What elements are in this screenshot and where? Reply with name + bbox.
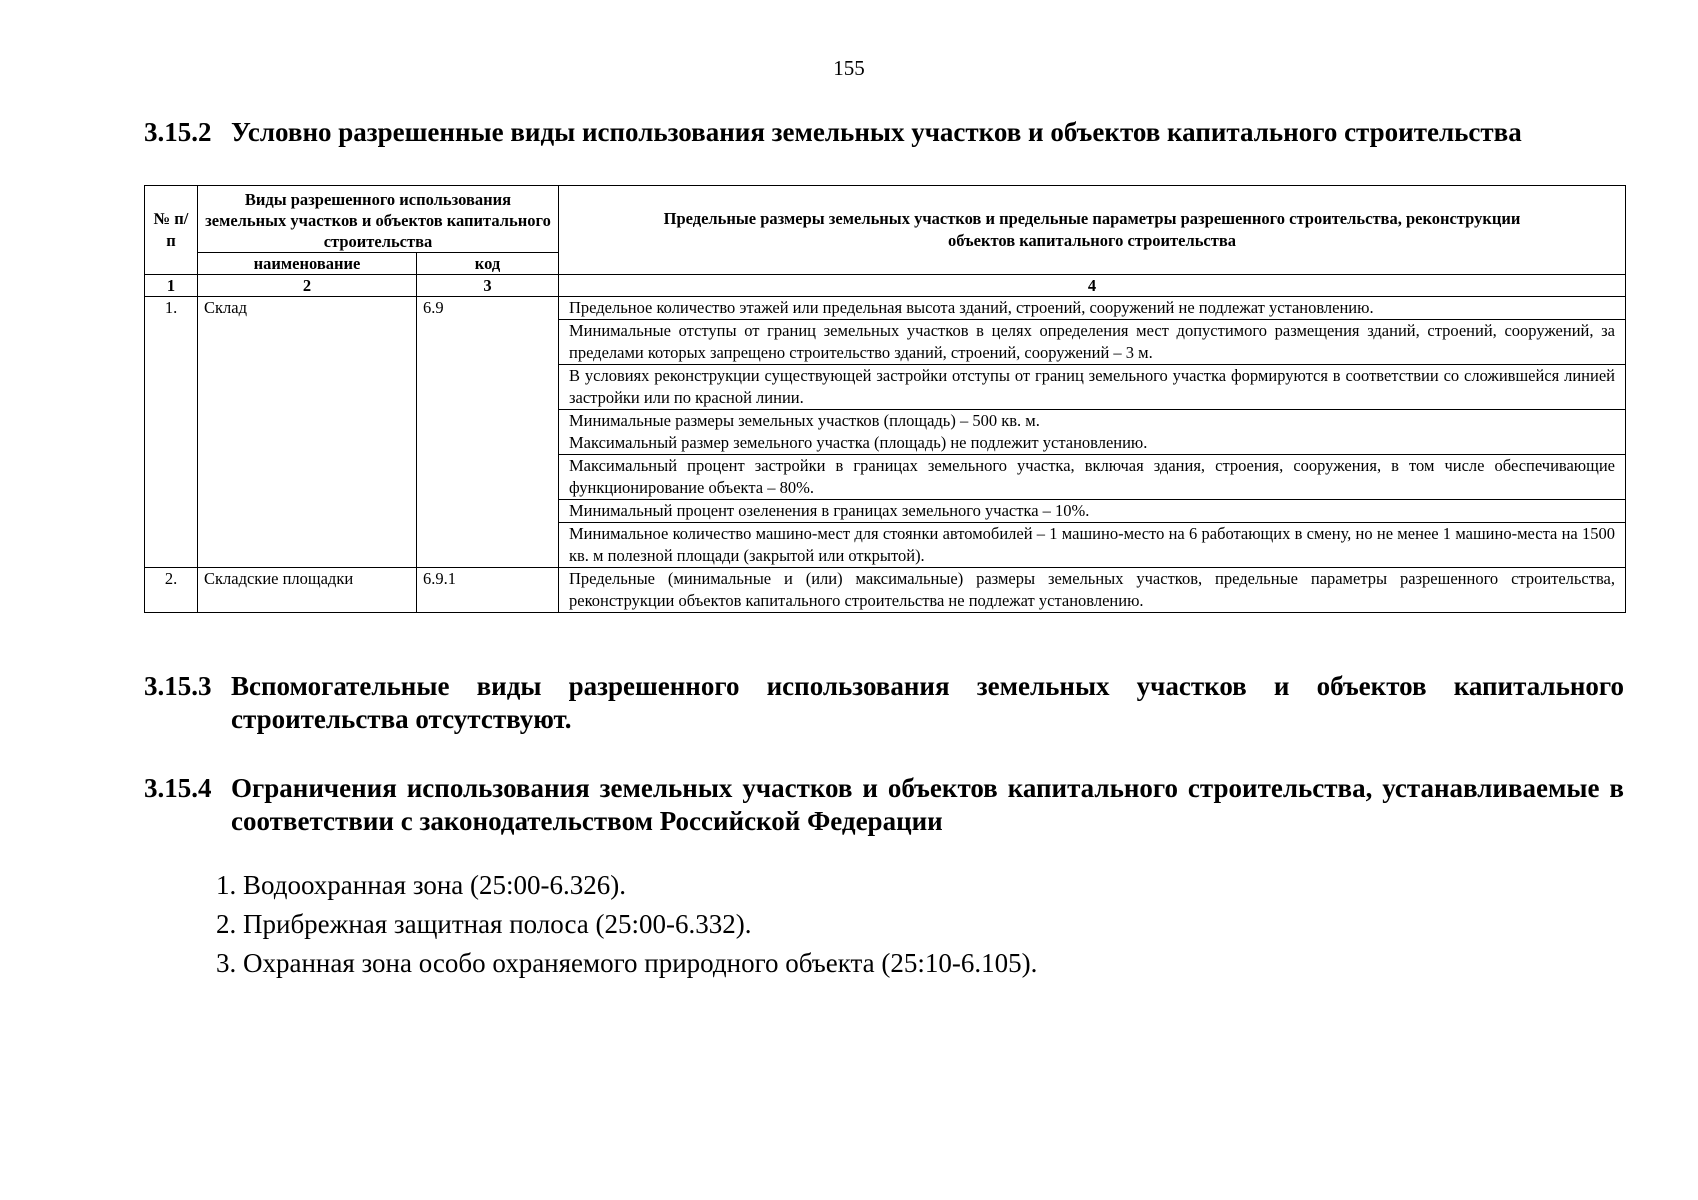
- param-cell: [559, 320, 1626, 365]
- list-item: 1. Водоохранная зона (25:00-6.326).: [216, 870, 626, 900]
- permitted-use-table: [144, 185, 1626, 613]
- param-cell: [559, 455, 1626, 500]
- header-num: № п/п: [145, 186, 198, 275]
- use-code: 6.9.1: [417, 568, 559, 613]
- param-cell: [559, 500, 1626, 523]
- param-cell: [559, 365, 1626, 410]
- section-title: Условно разрешенные виды использования земельных участков и объектов капитального строительства: [231, 117, 1522, 147]
- param-cell: [559, 410, 1626, 455]
- section-number: 3.15.2: [144, 117, 212, 147]
- list-item: 3. Охранная зона особо охраняемого природного объекта (25:10-6.105).: [216, 948, 1038, 978]
- section-number: 3.15.3: [144, 671, 212, 701]
- use-code: 6.9: [417, 297, 559, 568]
- table-row: [145, 297, 1626, 320]
- param-cell: [559, 297, 1626, 320]
- column-numbers-row: [145, 275, 1626, 297]
- col-number: 1: [145, 275, 198, 297]
- section-heading-3-15-4: [144, 772, 1624, 838]
- param-text: Предельное количество этажей или предельная высота зданий, строений, сооружений не подлежат установлению.: [569, 298, 1374, 317]
- col-number: 4: [559, 275, 1626, 297]
- param-text: Минимальные отступы от границ земельных участков в целях определения мест допустимого размещения зданий, строений, сооружений, за пределами которых запрещено строительство зданий, строений, сооружений – 3 м.: [569, 321, 1615, 362]
- param-text: Предельные (минимальные и (или) максимальные) размеры земельных участков, предельные параметры разрешенного строительства, реконструкции объектов капитального строительства не подлежат установлению.: [569, 569, 1615, 610]
- use-name: Склад: [198, 297, 417, 568]
- use-name: Складские площадки: [198, 568, 417, 613]
- header-code: код: [417, 253, 559, 275]
- table-row: [145, 568, 1626, 613]
- section-heading-3-15-2: [144, 116, 1624, 149]
- param-text: Минимальное количество машино-мест для стоянки автомобилей – 1 машино-место на 6 работающих в смену, но не менее 1 машино-места на 1500 кв. м полезной площади (закрытой или открытой).: [569, 524, 1615, 565]
- header-name: наименование: [198, 253, 417, 275]
- col-number: 3: [417, 275, 559, 297]
- param-text: В условиях реконструкции существующей застройки отступы от границ земельного участка формируются в соответствии со сложившейся линией застройки или по красной линии.: [569, 366, 1615, 407]
- page-number: 155: [833, 56, 865, 80]
- col-number: 2: [198, 275, 417, 297]
- restrictions-list: [216, 866, 1037, 983]
- header-params: Предельные размеры земельных участков и предельные параметры разрешенного строительства, реконструкции объектов капитального строительства: [559, 186, 1626, 275]
- param-text: Максимальный размер земельного участка (площадь) не подлежит установлению.: [569, 433, 1148, 452]
- param-text: Минимальный процент озеленения в границах земельного участка – 10%.: [569, 501, 1090, 520]
- section-heading-3-15-3: [144, 670, 1624, 736]
- section-title: Вспомогательные виды разрешенного использования земельных участков и объектов капитального строительства отсутствуют.: [231, 671, 1624, 734]
- header-kinds: Виды разрешенного использования земельных участков и объектов капитального строительства: [198, 186, 559, 253]
- param-cell: [559, 523, 1626, 568]
- param-text: Максимальный процент застройки в границах земельного участка, включая здания, строения, сооружения, в том числе обеспечивающие функционирование объекта – 80%.: [569, 456, 1615, 497]
- param-text: Минимальные размеры земельных участков (площадь) – 500 кв. м.: [569, 411, 1040, 430]
- section-number: 3.15.4: [144, 773, 212, 803]
- row-number: 1.: [145, 297, 198, 568]
- list-item: 2. Прибрежная защитная полоса (25:00-6.332).: [216, 909, 752, 939]
- section-title: Ограничения использования земельных участков и объектов капитального строительства, устанавливаемые в соответствии с законодательством Российской Федерации: [231, 773, 1624, 836]
- param-cell: [559, 568, 1626, 613]
- row-number: 2.: [145, 568, 198, 613]
